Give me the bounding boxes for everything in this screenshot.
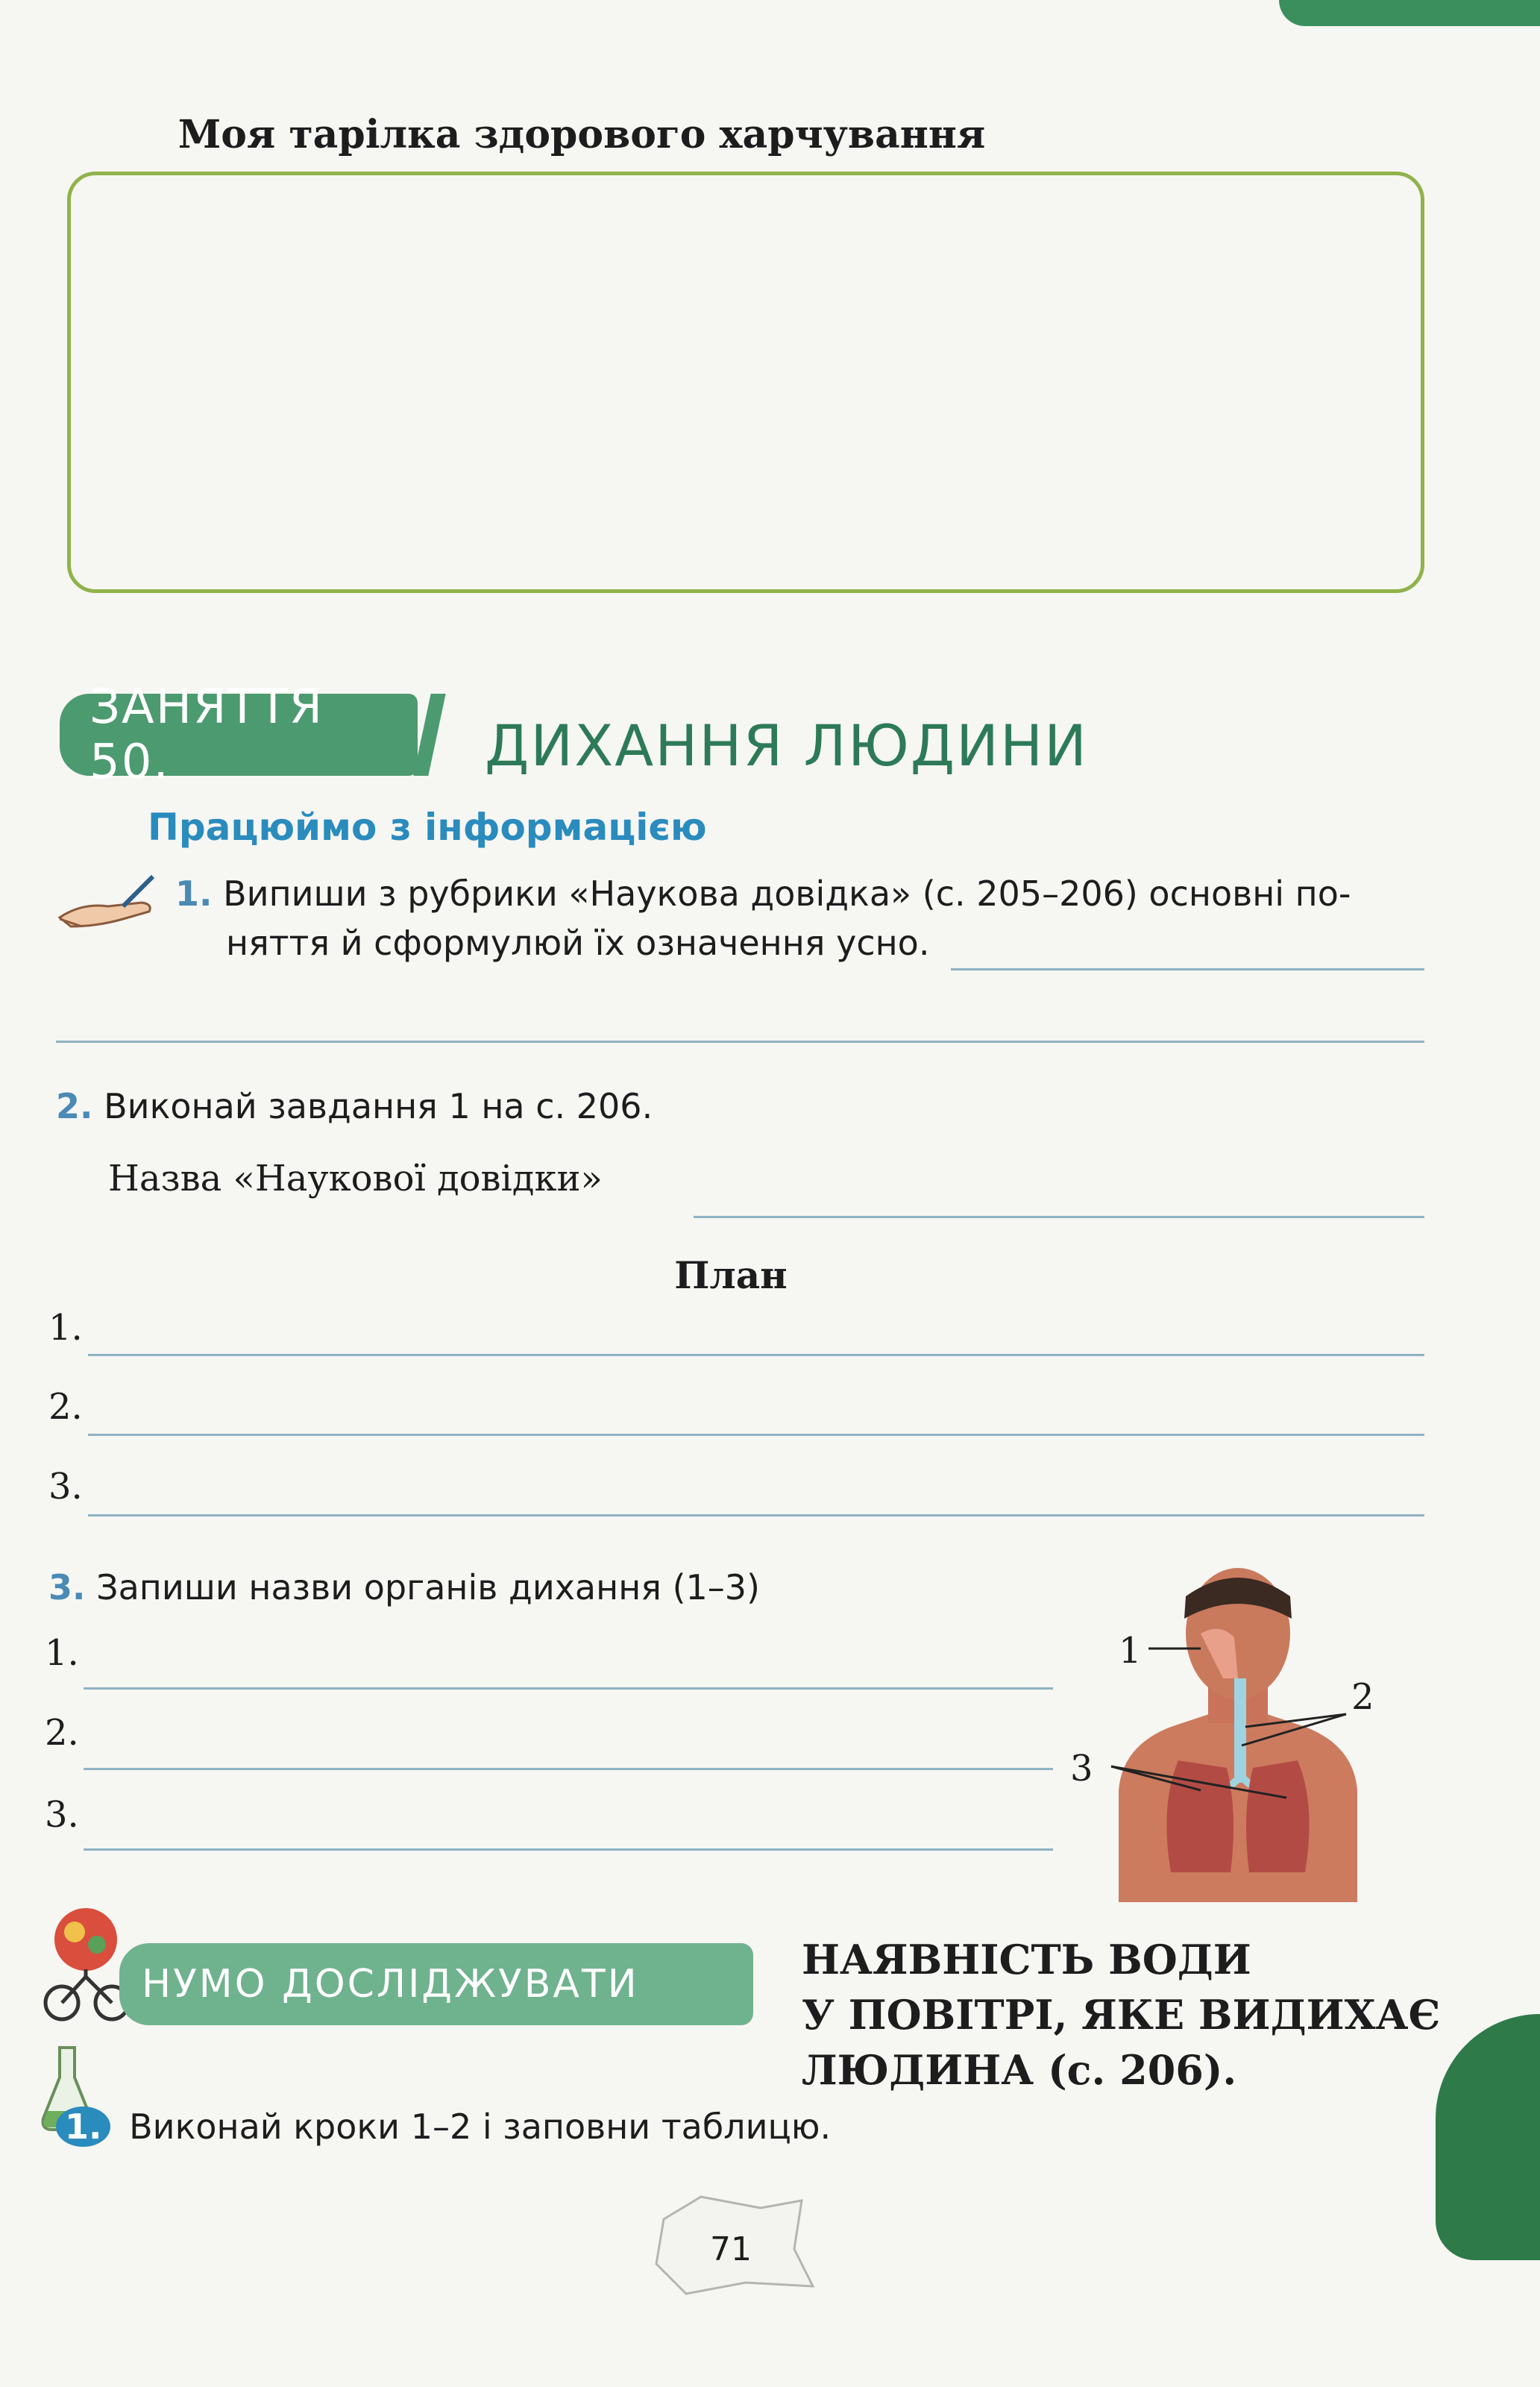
plate-title: Моя тарілка здорового харчування <box>177 112 986 157</box>
organ-answer-line[interactable] <box>84 1768 1053 1770</box>
organ-answer-line[interactable] <box>84 1848 1053 1851</box>
figure-label-3: 3 <box>1070 1748 1093 1790</box>
lesson-title: ДИХАННЯ ЛЮДИНИ <box>485 712 1088 779</box>
research-title-line2: У ПОВІТРІ, ЯКЕ ВИДИХАЄ <box>802 1991 1441 2039</box>
task-1-answer-line[interactable] <box>951 968 1424 970</box>
corner-decoration <box>1279 0 1540 26</box>
research-task-number: 1. <box>56 2107 110 2147</box>
reference-label: Назва «Наукової довідки» <box>108 1158 603 1199</box>
plate-drawing-frame[interactable] <box>67 172 1424 593</box>
organ-item-number: 2. <box>45 1712 79 1754</box>
plan-item-number: 1. <box>48 1307 83 1349</box>
task-2 <box>56 1082 653 1131</box>
plan-item-number: 3. <box>48 1466 83 1508</box>
task-1-text-line1: Випиши з рубрики «Наукова довідка» (с. 205–206) основні по- <box>223 873 1351 914</box>
respiratory-system-figure <box>1089 1566 1387 1902</box>
writing-hand-icon <box>52 873 164 932</box>
task-3-text: Запиши назви органів дихання (1–3) <box>96 1567 760 1607</box>
plan-answer-line[interactable] <box>88 1354 1424 1356</box>
organ-answer-line[interactable] <box>84 1687 1053 1690</box>
figure-label-2: 2 <box>1351 1676 1374 1718</box>
research-title-line1: НАЯВНІСТЬ ВОДИ <box>802 1936 1251 1983</box>
task-3-number: 3. <box>48 1567 86 1607</box>
cyclist-icon <box>41 1898 131 2025</box>
research-task-text: Виконай кроки 1–2 і заповни таблицю. <box>129 2107 832 2147</box>
figure-label-1: 1 <box>1119 1630 1142 1672</box>
research-title-line3: ЛЮДИНА (с. 206). <box>802 2046 1237 2094</box>
plan-answer-line[interactable] <box>88 1434 1424 1436</box>
leaf-decoration <box>1436 2014 1540 2260</box>
research-title <box>802 1932 1440 2098</box>
task-1 <box>175 869 1436 967</box>
page-number: 71 <box>710 2230 752 2268</box>
task-1-number: 1. <box>175 873 213 914</box>
reference-answer-line[interactable] <box>694 1216 1424 1218</box>
organ-item-number: 3. <box>45 1794 79 1836</box>
section-heading: Працюймо з інформацією <box>148 806 707 849</box>
task-2-text: Виконай завдання 1 на с. 206. <box>104 1086 653 1126</box>
research-banner: НУМО ДОСЛІДЖУВАТИ <box>119 1943 753 2025</box>
task-2-number: 2. <box>56 1086 93 1126</box>
task-1-text-line2: няття й сформулюй їх означення усно. <box>226 923 930 963</box>
research-task <box>56 2102 831 2151</box>
task-3 <box>48 1563 760 1612</box>
plan-title: План <box>674 1253 788 1297</box>
plan-answer-line[interactable] <box>88 1514 1424 1516</box>
plan-item-number: 2. <box>48 1386 83 1428</box>
lesson-badge: ЗАНЯТТЯ 50. <box>60 694 418 776</box>
task-1-answer-line[interactable] <box>56 1041 1424 1043</box>
organ-item-number: 1. <box>45 1632 79 1674</box>
